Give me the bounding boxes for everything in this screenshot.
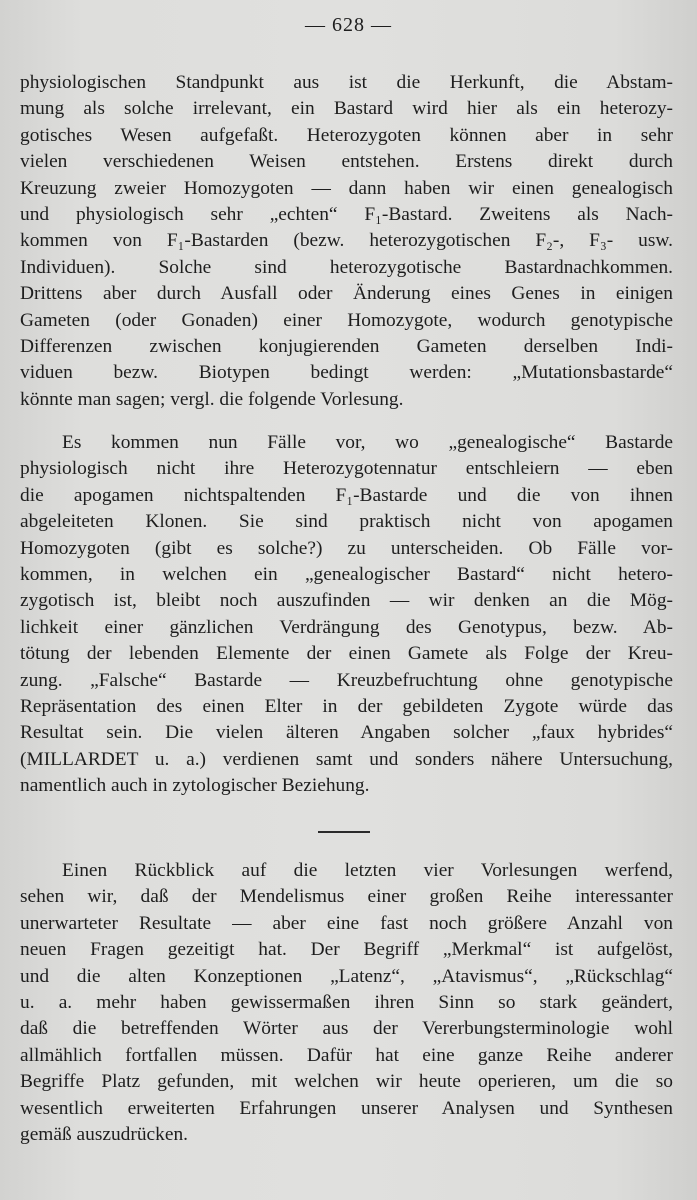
text-line: Begriffe Platz gefunden, mit welchen wir heute operieren, um die so (20, 1071, 673, 1093)
section-divider (318, 831, 370, 833)
paragraph-retrospect (20, 858, 673, 1148)
text-line: Individuen). Solche sind heterozygotische Bastardnachkommen. (20, 256, 673, 278)
text-line: und die alten Konzeptionen „Latenz“, „Atavismus“, „Rückschlag“ (20, 965, 673, 987)
text-line: Kreuzung zweier Homozygoten — dann haben wir einen genealogisch (20, 177, 673, 199)
text-line: viduen bezw. Biotypen bedingt werden: „Mutationsbastarde“ (20, 362, 673, 384)
text-line: vielen verschiedenen Weisen entstehen. Erstens direkt durch (20, 151, 673, 173)
text-line: kommen, in welchen ein „genealogischer Bastard“ nicht hetero- (20, 563, 673, 585)
text-line: kommen von F₁-Bastarden (bezw. heterozygotischen F₂-, F₃- usw. (20, 230, 673, 252)
text-line: u. a. mehr haben gewissermaßen ihren Sinn so stark geändert, (20, 991, 673, 1013)
text-line: Drittens aber durch Ausfall oder Änderung eines Genes in einigen (20, 283, 673, 305)
text-line: könnte man sagen; vergl. die folgende Vorlesung. (20, 388, 404, 410)
text-line: und physiologisch sehr „echten“ F₁-Bastard. Zweitens als Nach- (20, 203, 673, 225)
text-line: unerwarteter Resultate — aber eine fast noch größere Anzahl von (20, 912, 673, 934)
text-line: daß die betreffenden Wörter aus der Vererbungsterminologie wohl (20, 1018, 673, 1040)
text-line: neuen Fragen gezeitigt hat. Der Begriff „Merkmal“ ist aufgelöst, (20, 939, 673, 961)
text-line: Einen Rückblick auf die letzten vier Vorlesungen werfend, (62, 860, 673, 881)
text-line: die apogamen nichtspaltenden F₁-Bastarde und die von ihnen (20, 484, 673, 506)
page-number: — 628 — (305, 14, 392, 36)
text-line: Differenzen zwischen konjugierenden Gameten derselben Indi- (20, 335, 673, 357)
text-line: sehen wir, daß der Mendelismus einer großen Reihe interessanter (20, 886, 673, 908)
text-line: tötung der lebenden Elemente der einen Gamete als Folge der Kreu- (20, 643, 673, 665)
text-line: Es kommen nun Fälle vor, wo „genealogische“ Bastarde (62, 432, 673, 453)
paragraph-heredity-physiology (20, 70, 673, 413)
text-line: zung. „Falsche“ Bastarde — Kreuzbefruchtung ohne genotypische (20, 669, 673, 691)
text-line: wesentlich erweiterten Erfahrungen unserer Analysen und Synthesen (20, 1097, 673, 1119)
text-line: abgeleiteten Klonen. Sie sind praktisch nicht von apogamen (20, 511, 673, 533)
text-line: zygotisch ist, bleibt noch auszufinden — wir denken an die Mög- (20, 590, 673, 612)
text-line: namentlich auch in zytologischer Beziehung. (20, 775, 370, 797)
paragraph-genealogical-bastards (20, 430, 673, 799)
text-line: gemäß auszudrücken. (20, 1123, 188, 1145)
text-line: lichkeit einer gänzlichen Verdrängung des Genotypus, bezw. Ab- (20, 616, 673, 638)
text-line: physiologischen Standpunkt aus ist die Herkunft, die Abstam- (20, 72, 673, 93)
text-line: Gameten (oder Gonaden) einer Homozygote, wodurch genotypische (20, 309, 673, 331)
text-line: Homozygoten (gibt es solche?) zu unterscheiden. Ob Fälle vor- (20, 537, 673, 559)
text-line: Resultat sein. Die vielen älteren Angaben solcher „faux hybrides“ (20, 722, 673, 744)
text-line: allmählich fortfallen müssen. Dafür hat eine ganze Reihe anderer (20, 1044, 673, 1066)
text-line: Repräsentation des einen Elter in der gebildeten Zygote würde das (20, 695, 673, 717)
text-line: mung als solche irrelevant, ein Bastard wird hier als ein heterozy- (20, 98, 673, 120)
text-line: physiologisch nicht ihre Heterozygotennatur entschleiern — eben (20, 458, 673, 480)
text-line: (MILLARDET u. a.) verdienen samt und sonders nähere Untersuchung, (20, 748, 673, 770)
text-line: gotisches Wesen aufgefaßt. Heterozygoten können aber in sehr (20, 124, 673, 146)
